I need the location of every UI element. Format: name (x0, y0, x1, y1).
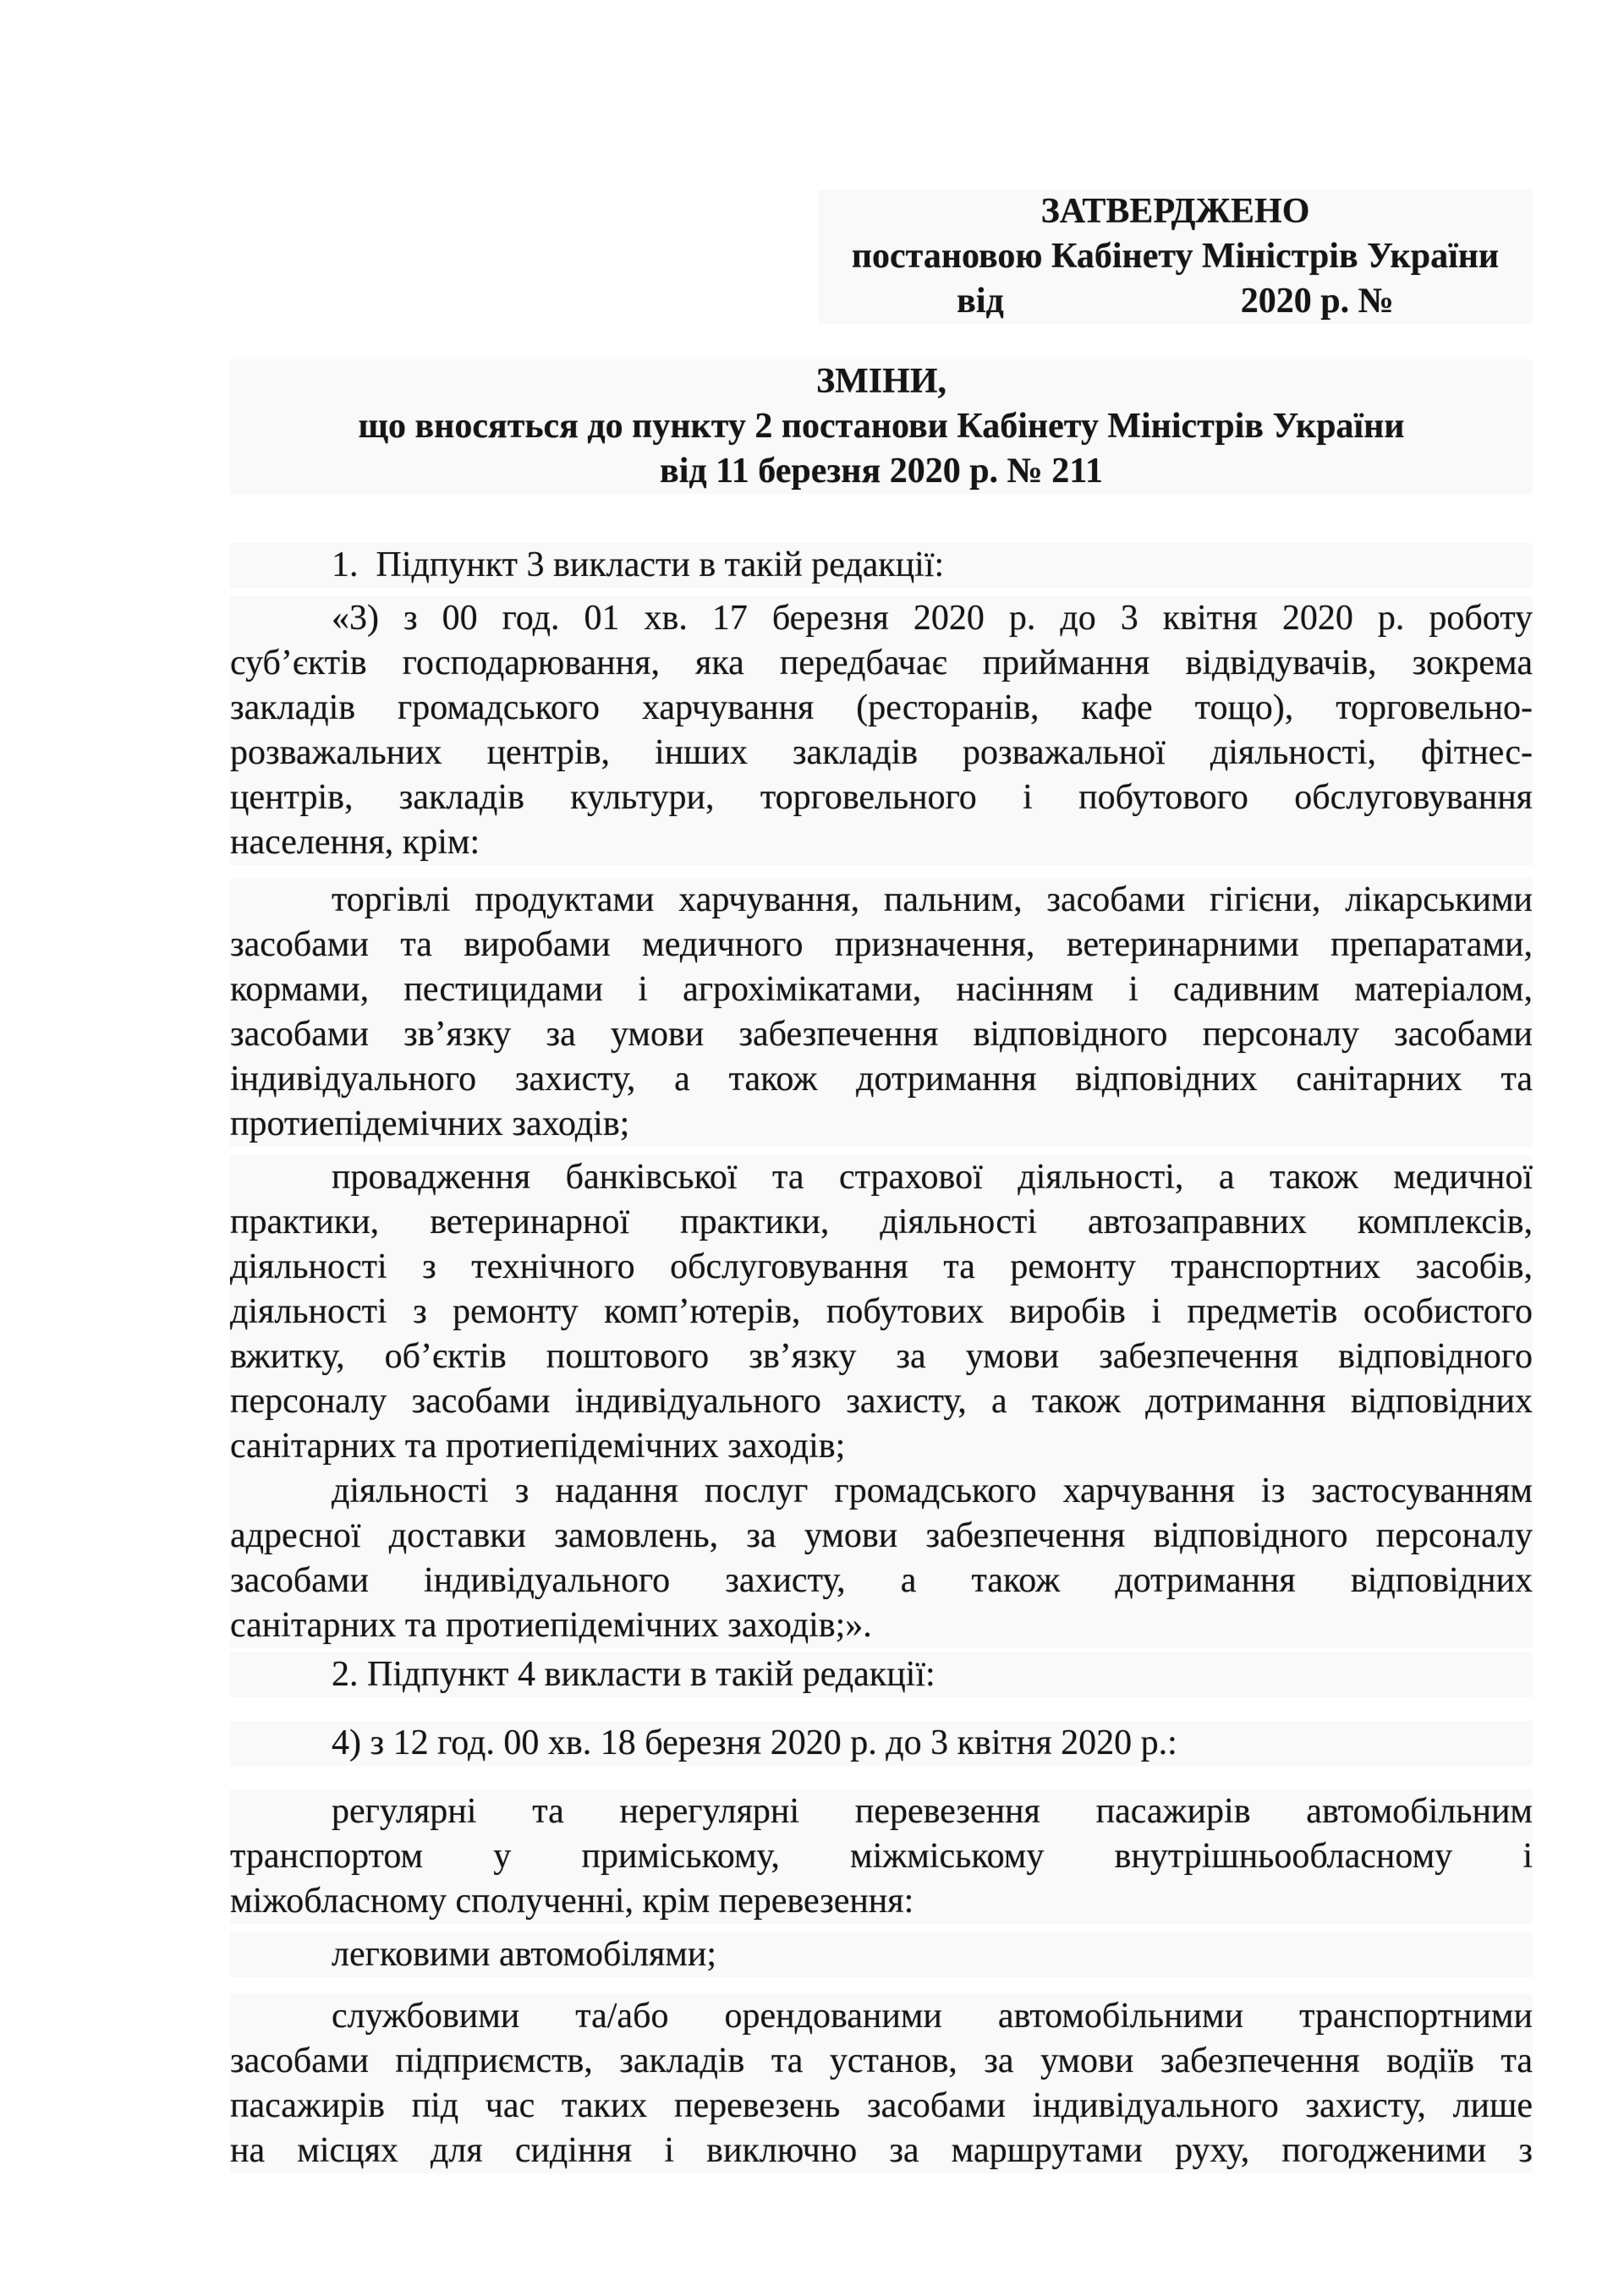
text-line: протиепідемічних заходів; (230, 1102, 1533, 1147)
paragraph-exception-banking-services (230, 1155, 1533, 1469)
title-line-2: що вносяться до пункту 2 постанови Кабінету Міністрів України (230, 404, 1533, 449)
text-line: засобами зв’язку за умови забезпечення відповідного персоналу засобами (230, 1012, 1533, 1057)
text-line: торгівлі продуктами харчування, пальним, засобами гігієни, лікарськими (230, 878, 1533, 923)
text-line: пасажирів під час таких перевезень засобами індивідуального захисту, лише (230, 2084, 1533, 2129)
text-line: персоналу засобами індивідуального захисту, а також дотримання відповідних (230, 1379, 1533, 1424)
text-line: індивідуального захисту, а також дотримання відповідних санітарних та (230, 1057, 1533, 1102)
approval-by-line: постановою Кабінету Міністрів України (818, 234, 1533, 279)
text-line: діяльності з надання послуг громадського харчування із застосуванням (230, 1469, 1533, 1514)
text-line: практики, ветеринарної практики, діяльності автозаправних комплексів, (230, 1200, 1533, 1245)
text-line: кормами, пестицидами і агрохімікатами, насінням і садивним матеріалом, (230, 967, 1533, 1012)
text-line: транспортом у приміському, міжміському внутрішньообласному і (230, 1834, 1533, 1879)
text-line: санітарних та протиепідемічних заходів; (230, 1424, 1533, 1469)
text-line: легковими автомобілями; (230, 1932, 1533, 1977)
text-line: провадження банківської та страхової діяльності, а також медичної (230, 1155, 1533, 1200)
text-line: 4) з 12 год. 00 хв. 18 березня 2020 р. до 3 квітня 2020 р.: (230, 1721, 1533, 1766)
text-line: діяльності з ремонту комп’ютерів, побутових виробів і предметів особистого (230, 1290, 1533, 1334)
approval-date-line (818, 279, 1533, 324)
paragraph-exception-trade (230, 878, 1533, 1147)
text-line: засобами підприємств, закладів та установ, за умови забезпечення водіїв та (230, 2039, 1533, 2084)
title-block (230, 359, 1533, 494)
paragraph-exception-company-vehicles (230, 1994, 1533, 2173)
text-line: засобами індивідуального захисту, а також дотримання відповідних (230, 1559, 1533, 1603)
approval-date-prefix: від (957, 282, 1004, 321)
text-line: 1. Підпункт 3 викласти в такій редакції: (230, 543, 1533, 588)
text-line: діяльності з технічного обслуговування та ремонту транспортних засобів, (230, 1245, 1533, 1290)
text-line: регулярні та нерегулярні перевезення пасажирів автомобільним (230, 1789, 1533, 1834)
paragraph-exception-passenger-cars (230, 1932, 1533, 1977)
paragraph-subitem-4-intro (230, 1721, 1533, 1766)
paragraph-transport-restriction (230, 1789, 1533, 1924)
paragraph-item-1-heading (230, 543, 1533, 588)
text-line: «3) з 00 год. 01 хв. 17 березня 2020 р. до 3 квітня 2020 р. роботу (230, 596, 1533, 641)
text-line: службовими та/або орендованими автомобільними транспортними (230, 1994, 1533, 2039)
text-line: вжитку, об’єктів поштового зв’язку за умови забезпечення відповідного (230, 1334, 1533, 1379)
text-line: закладів громадського харчування (ресторанів, кафе тощо), торговельно- (230, 686, 1533, 731)
text-line: розважальних центрів, інших закладів розважальної діяльності, фітнес- (230, 731, 1533, 775)
paragraph-exception-food-delivery (230, 1469, 1533, 1648)
paragraph-item-2-heading (230, 1652, 1533, 1697)
approval-approved-label: ЗАТВЕРДЖЕНО (818, 189, 1533, 234)
text-column (230, 189, 1533, 2173)
text-line: адресної доставки замовлень, за умови забезпечення відповідного персоналу (230, 1514, 1533, 1559)
text-line: засобами та виробами медичного призначення, ветеринарними препаратами, (230, 923, 1533, 967)
text-line: центрів, закладів культури, торговельного і побутового обслуговування (230, 775, 1533, 820)
title-line-3: від 11 березня 2020 р. № 211 (230, 449, 1533, 494)
text-line: міжобласному сполученні, крім перевезення: (230, 1879, 1533, 1924)
text-line: 2. Підпункт 4 викласти в такій редакції: (230, 1652, 1533, 1697)
text-line: санітарних та протиепідемічних заходів;». (230, 1603, 1533, 1648)
text-line: суб’єктів господарювання, яка передбачає приймання відвідувачів, зокрема (230, 641, 1533, 686)
text-line: населення, крім: (230, 820, 1533, 865)
approval-date-suffix: 2020 р. № (1240, 282, 1394, 321)
paragraph-subitem-3-text (230, 596, 1533, 865)
title-line-1: ЗМІНИ, (230, 359, 1533, 404)
approval-block (818, 189, 1533, 324)
document-body (230, 543, 1533, 2173)
text-line: на місцях для сидіння і виключно за маршрутами руху, погодженими з (230, 2129, 1533, 2173)
